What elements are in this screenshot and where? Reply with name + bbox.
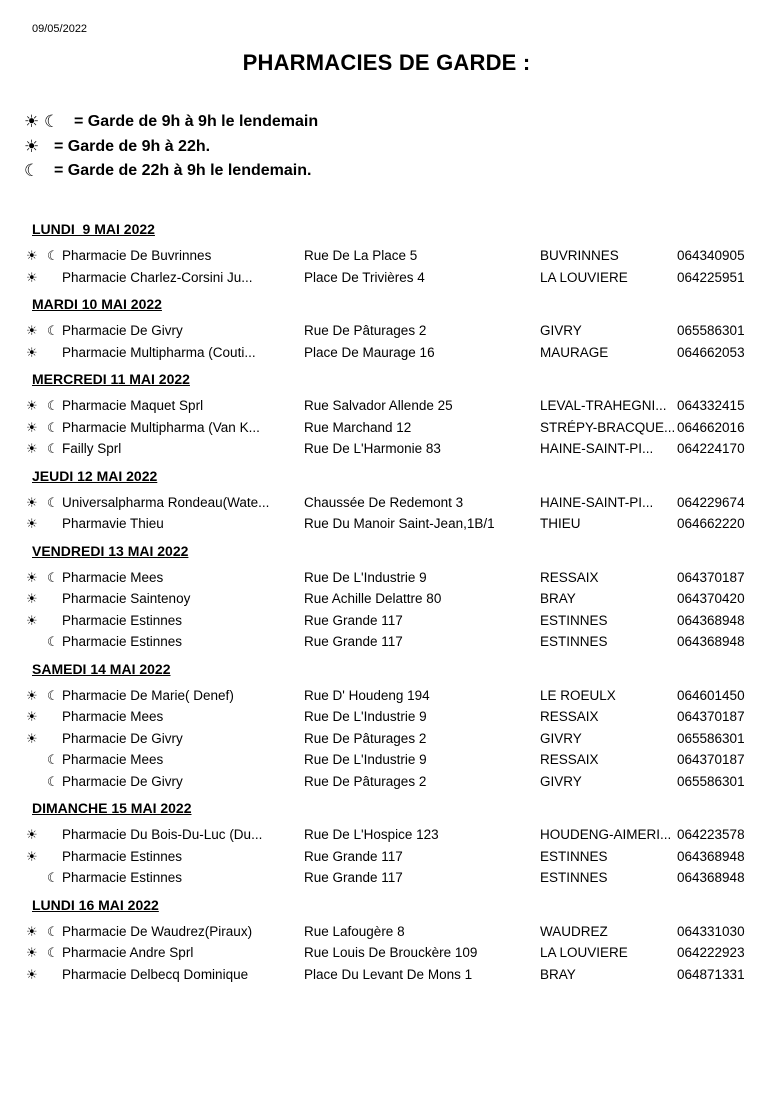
pharmacy-city: ESTINNES xyxy=(540,634,608,649)
pharmacy-city: HOUDENG-AIMERI... xyxy=(540,827,672,842)
pharmacy-address: Place De Trivières 4 xyxy=(304,269,425,285)
day-heading-text: LUNDI 16 MAI 2022 xyxy=(32,896,159,913)
pharmacy-row xyxy=(0,942,773,964)
pharmacy-address: Rue De Pâturages 2 xyxy=(304,323,427,338)
legend-text: = Garde de 22h à 9h le lendemain. xyxy=(54,162,312,180)
pharmacy-phone: 064225951 xyxy=(677,269,745,285)
pharmacy-name: Failly Sprl xyxy=(62,441,122,456)
moon-icon: ☾ xyxy=(47,923,59,939)
pharmacy-name: Pharmacie Multipharma (Van K... xyxy=(62,419,260,435)
pharmacy-row xyxy=(0,867,773,889)
pharmacy-phone: 065586301 xyxy=(677,773,745,789)
day-heading-text: MARDI 10 MAI 2022 xyxy=(32,296,162,312)
moon-icon: ☾ xyxy=(24,161,40,181)
pharmacy-city: GIVRY xyxy=(540,773,582,789)
day-block xyxy=(0,289,773,363)
pharmacy-name: Pharmavie Thieu xyxy=(62,516,164,531)
pharmacy-address: Rue De L'Industrie 9 xyxy=(304,752,427,767)
day-block xyxy=(0,536,773,653)
pharmacy-city: LEVAL-TRAHEGNI... xyxy=(540,398,667,413)
pharmacy-phone: 064662016 xyxy=(677,419,745,435)
pharmacy-city: ESTINNES xyxy=(540,612,608,628)
pharmacy-city: ESTINNES xyxy=(540,848,608,864)
pharmacy-phone: 064331030 xyxy=(677,923,745,939)
pharmacy-phone: 064229674 xyxy=(677,494,745,510)
sun-moon-icon: ☀ ☾ xyxy=(24,112,60,132)
day-block xyxy=(0,654,773,793)
pharmacy-row xyxy=(0,728,773,750)
pharmacy-row xyxy=(0,631,773,653)
sun-icon: ☀ xyxy=(26,248,38,263)
sun-icon: ☀ xyxy=(26,494,38,510)
pharmacy-address: Rue Achille Delattre 80 xyxy=(304,591,442,606)
day-heading-text: MERCREDI 11 MAI 2022 xyxy=(32,371,190,387)
pharmacy-phone: 064368948 xyxy=(677,848,745,864)
pharmacy-city: LE ROEULX xyxy=(540,687,616,703)
pharmacy-row xyxy=(0,395,773,417)
sun-icon: ☀ xyxy=(26,591,38,606)
sun-icon: ☀ xyxy=(26,923,38,939)
pharmacy-city: STRÉPY-BRACQUE... xyxy=(540,419,676,435)
pharmacy-name: Pharmacie Estinnes xyxy=(62,634,183,649)
pharmacy-address: Rue De L'Hospice 123 xyxy=(304,827,439,842)
legend-row-day xyxy=(24,135,318,160)
sun-icon: ☀ xyxy=(26,730,38,746)
sun-icon: ☀ xyxy=(26,398,38,413)
pharmacy-name: Pharmacie Multipharma (Couti... xyxy=(62,344,256,360)
legend-text: = Garde de 9h à 22h. xyxy=(54,137,211,155)
moon-icon: ☾ xyxy=(47,419,59,435)
pharmacy-city: BRAY xyxy=(540,966,576,982)
pharmacy-row xyxy=(0,342,773,364)
pharmacy-city: LA LOUVIERE xyxy=(540,269,628,285)
pharmacy-row xyxy=(0,771,773,793)
pharmacy-row xyxy=(0,610,773,632)
day-heading xyxy=(0,364,773,395)
moon-icon: ☾ xyxy=(47,569,59,585)
pharmacy-city: BRAY xyxy=(540,591,576,606)
day-heading xyxy=(0,536,773,567)
pharmacy-row xyxy=(0,685,773,707)
pharmacy-city: RESSAIX xyxy=(540,569,599,585)
pharmacy-city: HAINE-SAINT-PI... xyxy=(540,494,654,510)
moon-icon: ☾ xyxy=(47,248,59,263)
pharmacy-address: Place Du Levant De Mons 1 xyxy=(304,966,473,982)
moon-icon: ☾ xyxy=(47,634,59,649)
pharmacy-phone: 064662053 xyxy=(677,344,745,360)
pharmacy-phone: 064332415 xyxy=(677,398,745,413)
day-heading xyxy=(0,793,773,824)
pharmacy-address: Rue De Pâturages 2 xyxy=(304,773,427,789)
pharmacy-row xyxy=(0,245,773,267)
pharmacy-phone: 064871331 xyxy=(677,966,745,982)
legend xyxy=(24,110,318,184)
pharmacy-phone: 064370187 xyxy=(677,709,745,724)
pharmacy-row xyxy=(0,706,773,728)
pharmacy-name: Pharmacie De Waudrez(Piraux) xyxy=(62,923,253,939)
moon-icon: ☾ xyxy=(47,494,59,510)
pharmacy-name: Pharmacie Estinnes xyxy=(62,870,183,885)
pharmacy-name: Pharmacie De Givry xyxy=(62,323,183,338)
moon-icon: ☾ xyxy=(47,323,59,338)
day-heading-text: SAMEDI 14 MAI 2022 xyxy=(32,660,171,677)
pharmacy-phone: 064662220 xyxy=(677,516,745,531)
pharmacy-name: Pharmacie Mees xyxy=(62,569,164,585)
day-block xyxy=(0,214,773,288)
pharmacy-city: GIVRY xyxy=(540,730,582,746)
sun-icon: ☀ xyxy=(26,612,38,628)
pharmacy-phone: 064340905 xyxy=(677,248,745,263)
pharmacy-phone: 064370187 xyxy=(677,569,745,585)
pharmacy-address: Rue Lafougère 8 xyxy=(304,923,405,939)
pharmacy-city: HAINE-SAINT-PI... xyxy=(540,441,654,456)
pharmacy-address: Rue De L'Industrie 9 xyxy=(304,709,427,724)
pharmacy-row xyxy=(0,438,773,460)
sun-icon: ☀ xyxy=(26,441,38,456)
pharmacy-address: Rue Grande 117 xyxy=(304,870,403,885)
day-heading xyxy=(0,461,773,492)
pharmacy-name: Pharmacie De Buvrinnes xyxy=(62,248,212,263)
pharmacy-phone: 064368948 xyxy=(677,634,745,649)
day-block xyxy=(0,793,773,889)
pharmacy-address: Rue De L'Industrie 9 xyxy=(304,569,427,585)
pharmacy-address: Rue Grande 117 xyxy=(304,612,403,628)
pharmacy-address: Chaussée De Redemont 3 xyxy=(304,494,464,510)
pharmacy-city: WAUDREZ xyxy=(540,923,608,939)
pharmacy-name: Pharmacie Delbecq Dominique xyxy=(62,966,249,982)
pharmacy-phone: 064222923 xyxy=(677,945,745,960)
pharmacy-phone: 064223578 xyxy=(677,827,745,842)
pharmacy-phone: 064224170 xyxy=(677,441,745,456)
pharmacy-city: RESSAIX xyxy=(540,709,599,724)
pharmacy-schedule xyxy=(0,214,773,986)
pharmacy-address: Rue De La Place 5 xyxy=(304,248,418,263)
pharmacy-city: GIVRY xyxy=(540,323,582,338)
pharmacy-address: Rue Grande 117 xyxy=(304,634,403,649)
pharmacy-row xyxy=(0,749,773,771)
moon-icon: ☾ xyxy=(47,870,59,885)
sun-icon: ☀ xyxy=(26,709,38,724)
pharmacy-name: Pharmacie Estinnes xyxy=(62,848,183,864)
pharmacy-name: Universalpharma Rondeau(Wate... xyxy=(62,494,270,510)
pharmacy-phone: 064601450 xyxy=(677,687,745,703)
legend-row-full-day xyxy=(24,110,318,135)
pharmacy-name: Pharmacie De Marie( Denef) xyxy=(62,687,234,703)
pharmacy-phone: 064368948 xyxy=(677,870,745,885)
pharmacy-city: MAURAGE xyxy=(540,344,609,360)
pharmacy-address: Rue Louis De Brouckère 109 xyxy=(304,945,478,960)
sun-icon: ☀ xyxy=(26,323,38,338)
day-block xyxy=(0,461,773,535)
pharmacy-name: Pharmacie Saintenoy xyxy=(62,591,191,606)
pharmacy-row xyxy=(0,267,773,289)
sun-icon: ☀ xyxy=(26,827,38,842)
moon-icon: ☾ xyxy=(47,441,59,456)
sun-icon: ☀ xyxy=(26,569,38,585)
moon-icon: ☾ xyxy=(47,687,59,703)
pharmacy-name: Pharmacie Mees xyxy=(62,709,164,724)
pharmacy-address: Rue Grande 117 xyxy=(304,848,403,864)
day-block xyxy=(0,364,773,460)
pharmacy-name: Pharmacie Estinnes xyxy=(62,612,183,628)
pharmacy-city: ESTINNES xyxy=(540,870,608,885)
pharmacy-address: Rue De Pâturages 2 xyxy=(304,730,427,746)
legend-row-night xyxy=(24,159,318,184)
pharmacy-city: RESSAIX xyxy=(540,752,599,767)
page-title: PHARMACIES DE GARDE : xyxy=(242,50,531,75)
pharmacy-row xyxy=(0,417,773,439)
day-heading xyxy=(0,214,773,245)
pharmacy-row xyxy=(0,492,773,514)
pharmacy-name: Pharmacie Charlez-Corsini Ju... xyxy=(62,269,253,285)
pharmacy-phone: 065586301 xyxy=(677,730,745,746)
pharmacy-row xyxy=(0,567,773,589)
day-heading-text: DIMANCHE 15 MAI 2022 xyxy=(32,800,192,816)
moon-icon: ☾ xyxy=(47,752,59,767)
sun-icon: ☀ xyxy=(26,269,38,285)
sun-icon: ☀ xyxy=(24,136,40,156)
pharmacy-phone: 065586301 xyxy=(677,323,745,338)
pharmacy-row xyxy=(0,921,773,943)
pharmacy-row xyxy=(0,588,773,610)
pharmacy-phone: 064370420 xyxy=(677,591,745,606)
moon-icon: ☾ xyxy=(47,398,59,413)
pharmacy-row xyxy=(0,846,773,868)
pharmacy-row xyxy=(0,824,773,846)
pharmacy-row xyxy=(0,513,773,535)
pharmacy-name: Pharmacie De Givry xyxy=(62,730,183,746)
sun-icon: ☀ xyxy=(26,419,38,435)
day-heading xyxy=(0,654,773,685)
day-heading-text: LUNDI 9 MAI 2022 xyxy=(32,221,155,237)
day-heading-text: JEUDI 12 MAI 2022 xyxy=(32,467,158,484)
pharmacy-address: Rue D' Houdeng 194 xyxy=(304,687,430,703)
sun-icon: ☀ xyxy=(26,848,38,864)
pharmacy-address: Rue Salvador Allende 25 xyxy=(304,398,453,413)
moon-icon: ☾ xyxy=(47,773,59,789)
pharmacy-phone: 064368948 xyxy=(677,612,745,628)
day-heading xyxy=(0,890,773,921)
moon-icon: ☾ xyxy=(47,945,59,960)
pharmacy-name: Pharmacie Andre Sprl xyxy=(62,945,194,960)
pharmacy-name: Pharmacie De Givry xyxy=(62,773,183,789)
pharmacy-address: Rue Du Manoir Saint-Jean,1B/1 xyxy=(304,516,495,531)
sun-icon: ☀ xyxy=(26,344,38,360)
pharmacy-address: Rue De L'Harmonie 83 xyxy=(304,441,441,456)
document-date: 09/05/2022 xyxy=(32,23,88,35)
sun-icon: ☀ xyxy=(26,966,38,982)
sun-icon: ☀ xyxy=(26,516,38,531)
pharmacy-city: THIEU xyxy=(540,516,581,531)
pharmacy-address: Place De Maurage 16 xyxy=(304,344,435,360)
pharmacy-name: Pharmacie Mees xyxy=(62,752,164,767)
pharmacy-name: Pharmacie Du Bois-Du-Luc (Du... xyxy=(62,827,263,842)
pharmacy-city: BUVRINNES xyxy=(540,248,619,263)
pharmacy-address: Rue Marchand 12 xyxy=(304,419,412,435)
pharmacy-city: LA LOUVIERE xyxy=(540,945,628,960)
sun-icon: ☀ xyxy=(26,945,38,960)
pharmacy-row xyxy=(0,320,773,342)
pharmacy-name: Pharmacie Maquet Sprl xyxy=(62,398,204,413)
day-heading xyxy=(0,289,773,320)
sun-icon: ☀ xyxy=(26,687,38,703)
day-block xyxy=(0,890,773,986)
day-heading-text: VENDREDI 13 MAI 2022 xyxy=(32,542,189,559)
pharmacy-row xyxy=(0,964,773,986)
pharmacy-phone: 064370187 xyxy=(677,752,745,767)
legend-text: = Garde de 9h à 9h le lendemain xyxy=(74,113,319,131)
